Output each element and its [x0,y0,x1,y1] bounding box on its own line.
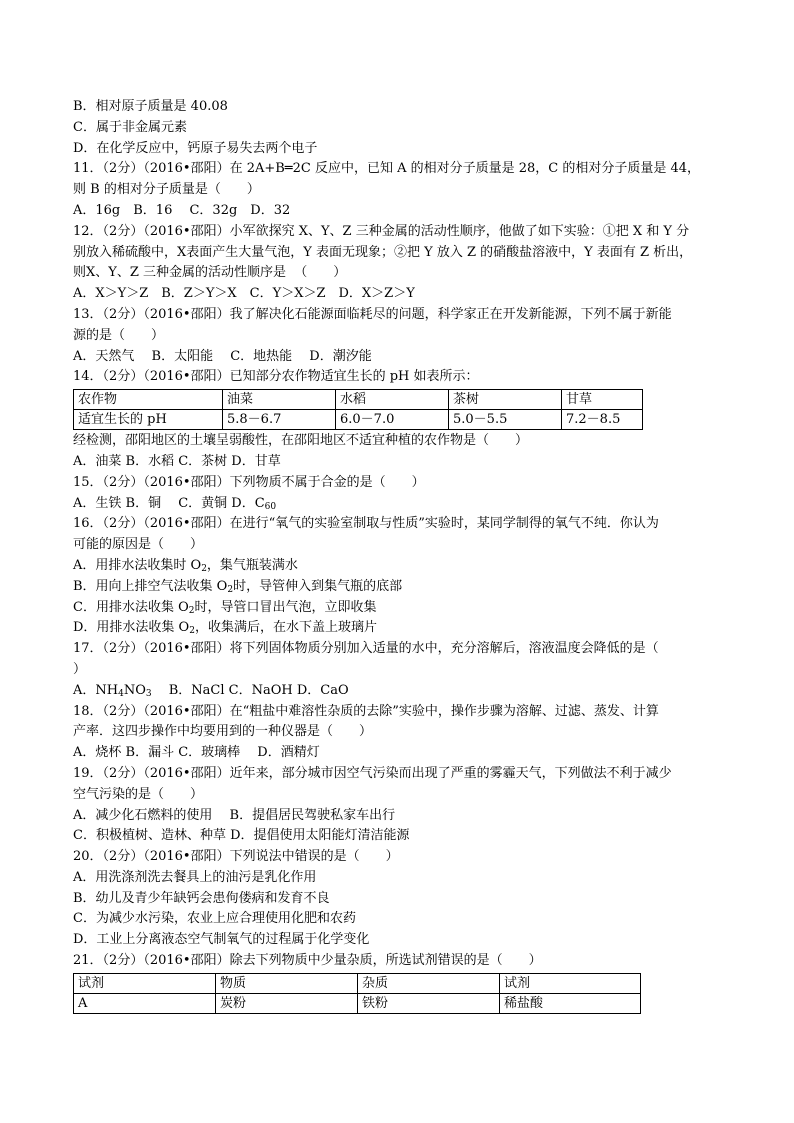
subscript: 2 [188,605,195,616]
q20-option-d: D．工业上分离液态空气制氧气的过程属于化学变化 [73,932,370,948]
q19-options-row1: A．减少化石燃料的使用 B．提倡居民驾驶私家车出行 [73,807,396,823]
q16-stem-line1: 16．（2分）（2016•邵阳）在进行“氧气的实验室制取与性质”实验时，某同学制得的氧气不纯．你认为 [73,516,659,532]
q10-option-d: D．在化学反应中，钙原子易失去两个电子 [73,140,318,156]
table-cell: 杂质 [358,973,500,993]
q14-stem-line2: 经检测，邵阳地区的土壤呈弱酸性，在邵阳地区不适宜种植的农作物是（ ） [73,433,529,449]
table-row [74,993,641,1013]
table-cell: 5.0－5.5 [449,410,562,430]
option-text: D．用排水法收集 O [73,620,190,636]
q19-options-row2: C．积极植树、造林、种草 D．提倡使用太阳能灯清洁能源 [73,828,410,844]
table-row [74,390,643,410]
q18-stem-line1: 18．（2分）（2016•邵阳）在“粗盐中难溶性杂质的去除”实验中，操作步骤为溶解、过滤、蒸发、计算 [73,703,659,719]
subscript: 60 [264,501,277,512]
subscript: 2 [201,563,207,574]
q14-options: A．油菜 B．水稻 C．茶树 D．甘草 [73,453,281,469]
q18-stem-line2: 产率．这四步操作中均要用到的一种仪器是（ ） [73,724,373,740]
subscript: 3 [145,688,152,699]
q16-option-a [73,556,733,577]
q21-stem-line1: 21．（2分）（2016•邵阳）除去下列物质中少量杂质，所选试剂错误的是（ ） [73,953,542,969]
q15-options [73,494,733,515]
table-cell: 农作物 [74,390,223,410]
q14-stem-line1: 14．（2分）（2016•邵阳）已知部分农作物适宜生长的 pH 如表所示： [73,369,479,385]
q12-stem-line2: 别放入稀硫酸中，X表面产生大量气泡，Y 表面无现象；②把 Y 放入 Z 的硝酸盐溶液中，Y 表面有 Z 析出， [73,244,693,260]
table-cell: 试剂 [74,973,216,993]
q11-options: A．16g B．16 C．32g D．32 [73,202,291,218]
option-text: ，收集满后，在水下盖上玻璃片 [194,620,377,636]
q17-stem-line2: ） [73,661,87,677]
q16-option-c [73,598,733,619]
option-text: B．NaCl C．NaOH D．CaO [151,682,349,698]
q18-options: A．烧杯 B．漏斗 C．玻璃棒 D．酒精灯 [73,745,320,761]
table-cell: 油菜 [223,390,336,410]
table-cell: 7.2－8.5 [562,410,643,430]
q12-stem-line3: 则X、Y、Z 三种金属的活动性顺序是 （ ） [73,265,347,281]
subscript: 4 [118,688,124,699]
table-cell: 甘草 [562,390,643,410]
table-cell: 6.0－7.0 [336,410,449,430]
q20-stem-line1: 20．（2分）（2016•邵阳）下列说法中错误的是（ ） [73,849,399,865]
q11-stem-line2: 则 B 的相对分子质量是（ ） [73,182,260,198]
option-text: 时，导管伸入到集气瓶的底部 [233,578,403,594]
table-cell: 物质 [216,973,358,993]
q17-options [73,681,733,702]
q19-stem-line1: 19．（2分）（2016•邵阳）近年来，部分城市因空气污染而出现了严重的雾霾天气，下列做法不利于减少 [73,765,672,781]
option-text: A．NH [73,682,119,698]
q16-option-d [73,618,733,639]
q15-stem-line1: 15．（2分）（2016•邵阳）下列物质不属于合金的是（ ） [73,474,425,490]
table-cell: 水稻 [336,390,449,410]
option-text: C．用排水法收集 O [73,599,189,615]
option-text: NO [123,682,146,698]
q17-stem-line1: 17．（2分）（2016•邵阳）将下列固体物质分别加入适量的水中，充分溶解后，溶液温度会降低的是（ [73,641,659,657]
q16-option-b [73,577,733,598]
option-text: 时，导管口冒出气泡，立即收集 [194,599,377,615]
q15-options-text: A．生铁 B．铜 C．黄铜 D．C [73,495,265,511]
table-cell: 铁粉 [358,993,500,1013]
q14-ph-table [73,389,643,430]
option-text: B．用向上排空气法收集 O [73,578,228,594]
table-cell: 炭粉 [216,993,358,1013]
table-cell: 试剂 [500,973,641,993]
q13-stem-line2: 源的是（ ） [73,327,165,343]
q20-option-a: A．用洗涤剂洗去餐具上的油污是乳化作用 [73,869,317,885]
q10-option-c: C．属于非金属元素 [73,119,187,135]
q16-stem-line2: 可能的原因是（ ） [73,537,204,553]
option-text: A．用排水法收集时 O [73,557,202,573]
q10-option-b: B．相对原子质量是 40.08 [73,99,228,114]
table-cell: A [74,993,216,1013]
q11-stem-line1: 11．（2分）（2016•邵阳）在 2A+B═2C 反应中，已知 A 的相对分子质量是 28，C 的相对分子质量是 44， [73,161,701,177]
option-text: ，集气瓶装满水 [206,557,298,573]
q20-option-b: B．幼儿及青少年缺钙会患佝偻病和发育不良 [73,890,330,906]
q13-stem-line1: 13．（2分）（2016•邵阳）我了解决化石能源面临耗尽的问题，科学家正在开发新能源，下列不属于新能 [73,306,672,322]
q20-option-c: C．为减少水污染，农业上应合理使用化肥和农药 [73,911,356,927]
table-cell: 稀盐酸 [500,993,641,1013]
table-cell: 5.8－6.7 [223,410,336,430]
table-row [74,410,643,430]
table-row [74,973,641,993]
q19-stem-line2: 空气污染的是（ ） [73,786,204,802]
q21-reagent-table [73,973,641,1014]
subscript: 2 [189,626,195,637]
subscript: 2 [227,584,234,595]
q12-stem-line1: 12．（2分）（2016•邵阳）小军欲探究 X、Y、Z 三种金属的活动性顺序，他做了如下实验：①把 X 和 Y 分 [73,223,690,239]
exam-content [73,97,733,1014]
table-cell: 茶树 [449,390,562,410]
q12-options: A．X＞Y＞Z B．Z＞Y＞X C．Y＞X＞Z D．X＞Z＞Y [73,286,415,302]
table-cell: 适宜生长的 pH [74,410,223,430]
q13-options: A．天然气 B．太阳能 C．地热能 D．潮汐能 [73,348,372,364]
